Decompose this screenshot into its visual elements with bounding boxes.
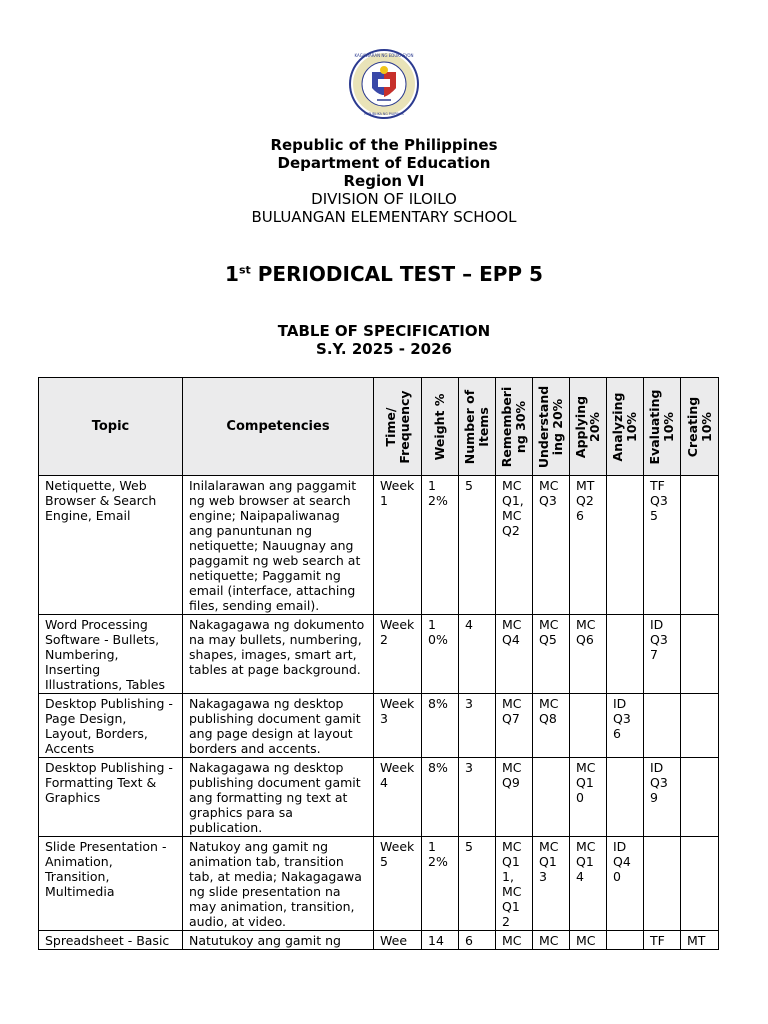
cell-creating <box>681 694 719 758</box>
cell-applying: MT Q26 <box>570 476 607 615</box>
cell-items: 4 <box>459 615 496 694</box>
cell-weight: 8% <box>422 758 459 837</box>
cell-analyzing: ID Q40 <box>607 837 644 931</box>
header-line-department: Department of Education <box>277 154 491 172</box>
header-applying: Applying 20% <box>570 378 607 476</box>
header-evaluating: Evaluating 10% <box>644 378 681 476</box>
cell-topic: Desktop Publishing - Page Design, Layout, Borders, Accents <box>39 694 183 758</box>
cell-items: 3 <box>459 758 496 837</box>
header-line-school: BULUANGAN ELEMENTARY SCHOOL <box>251 208 517 226</box>
cell-topic: Word Processing Software - Bullets, Numbering, Inserting Illustrations, Tables <box>39 615 183 694</box>
seal-text-bottom: REPUBLIKA NG PILIPINAS <box>364 112 404 116</box>
title-ordinal: 1 <box>225 262 239 286</box>
table-row <box>39 476 719 615</box>
cell-applying: MC Q14 <box>570 837 607 931</box>
cell-understanding: MC Q8 <box>533 694 570 758</box>
cell-items: 3 <box>459 694 496 758</box>
cell-evaluating: TF Q35 <box>644 476 681 615</box>
cell-analyzing: ID Q36 <box>607 694 644 758</box>
header-line-region: Region VI <box>343 172 425 190</box>
cell-topic: Slide Presentation - Animation, Transition, Multimedia <box>39 837 183 931</box>
header-weight: Weight % <box>422 378 459 476</box>
title-superscript: st <box>238 263 251 277</box>
table-header-row <box>39 378 719 476</box>
cell-evaluating: ID Q37 <box>644 615 681 694</box>
header-line-division: DIVISION OF ILOILO <box>311 190 457 208</box>
cell-creating <box>681 615 719 694</box>
cell-weight: 8% <box>422 694 459 758</box>
cell-understanding: MC <box>533 931 570 950</box>
cell-understanding <box>533 758 570 837</box>
cell-weight: 12% <box>422 837 459 931</box>
specification-table <box>38 377 719 950</box>
cell-competencies: Nakagagawa ng desktop publishing document gamit ang formatting ng text at graphics para sa publication. <box>183 758 374 837</box>
cell-remembering: MC Q9 <box>496 758 533 837</box>
cell-weight: 14 <box>422 931 459 950</box>
cell-evaluating <box>644 837 681 931</box>
cell-applying <box>570 694 607 758</box>
table-row <box>39 615 719 694</box>
cell-weight: 12% <box>422 476 459 615</box>
cell-evaluating: TF <box>644 931 681 950</box>
cell-remembering: MC Q1, MC Q2 <box>496 476 533 615</box>
cell-items: 6 <box>459 931 496 950</box>
cell-time: Week 4 <box>374 758 422 837</box>
cell-time: Week 1 <box>374 476 422 615</box>
header-line-republic: Republic of the Philippines <box>270 136 498 154</box>
letterhead <box>0 136 768 226</box>
cell-creating <box>681 758 719 837</box>
cell-remembering: MC <box>496 931 533 950</box>
header-analyzing: Analyzing 10% <box>607 378 644 476</box>
cell-understanding: MC Q13 <box>533 837 570 931</box>
cell-remembering: MC Q4 <box>496 615 533 694</box>
header-number-of-items: Number of Items <box>459 378 496 476</box>
subtitle <box>0 322 768 358</box>
cell-applying: MC Q10 <box>570 758 607 837</box>
cell-competencies: Natukoy ang gamit ng animation tab, transition tab, at media; Nakagagawa ng slide presentation na may animation, transition, audio, at video. <box>183 837 374 931</box>
table-row <box>39 837 719 931</box>
cell-creating <box>681 837 719 931</box>
subtitle-school-year: S.Y. 2025 - 2026 <box>316 340 452 358</box>
cell-competencies: Inilalarawan ang paggamit ng web browser at search engine; Naipapaliwanag ang panuntunan ng netiquette; Nauugnay ang paggamit ng web search at netiquette; Paggamit ng email (interface, attaching files, sending email). <box>183 476 374 615</box>
cell-applying: MC <box>570 931 607 950</box>
cell-competencies: Natutukoy ang gamit ng <box>183 931 374 950</box>
cell-time: Week 3 <box>374 694 422 758</box>
cell-topic: Desktop Publishing - Formatting Text & Graphics <box>39 758 183 837</box>
page-title <box>0 262 768 286</box>
cell-time: Week 2 <box>374 615 422 694</box>
cell-remembering: MC Q11, MC Q12 <box>496 837 533 931</box>
seal-text-top: KAGAWARAN NG EDUKASYON <box>354 53 414 58</box>
cell-creating: MT <box>681 931 719 950</box>
cell-evaluating <box>644 694 681 758</box>
cell-topic: Netiquette, Web Browser & Search Engine, Email <box>39 476 183 615</box>
cell-evaluating: ID Q39 <box>644 758 681 837</box>
cell-weight: 10% <box>422 615 459 694</box>
table-row <box>39 931 719 950</box>
header-understanding: Understand ing 20% <box>533 378 570 476</box>
cell-analyzing <box>607 758 644 837</box>
cell-applying: MC Q6 <box>570 615 607 694</box>
cell-items: 5 <box>459 837 496 931</box>
table-row <box>39 758 719 837</box>
table-row <box>39 694 719 758</box>
cell-understanding: MC Q3 <box>533 476 570 615</box>
cell-topic: Spreadsheet - Basic <box>39 931 183 950</box>
header-topic: Topic <box>39 378 183 476</box>
cell-understanding: MC Q5 <box>533 615 570 694</box>
header-competencies: Competencies <box>183 378 374 476</box>
deped-seal-logo <box>348 48 420 120</box>
cell-items: 5 <box>459 476 496 615</box>
title-text: PERIODICAL TEST – EPP 5 <box>250 262 543 286</box>
cell-analyzing <box>607 931 644 950</box>
header-creating: Creating 10% <box>681 378 719 476</box>
subtitle-tos: TABLE OF SPECIFICATION <box>277 322 491 340</box>
cell-analyzing <box>607 476 644 615</box>
cell-competencies: Nakagagawa ng dokumento na may bullets, numbering, shapes, images, smart art, tables at page background. <box>183 615 374 694</box>
cell-time: Wee <box>374 931 422 950</box>
header-remembering: Rememberi ng 30% <box>496 378 533 476</box>
cell-competencies: Nakagagawa ng desktop publishing document gamit ang page design at layout borders and accents. <box>183 694 374 758</box>
cell-creating <box>681 476 719 615</box>
header-time-frequency: Time/ Frequency <box>374 378 422 476</box>
cell-remembering: MC Q7 <box>496 694 533 758</box>
cell-analyzing <box>607 615 644 694</box>
cell-time: Week 5 <box>374 837 422 931</box>
